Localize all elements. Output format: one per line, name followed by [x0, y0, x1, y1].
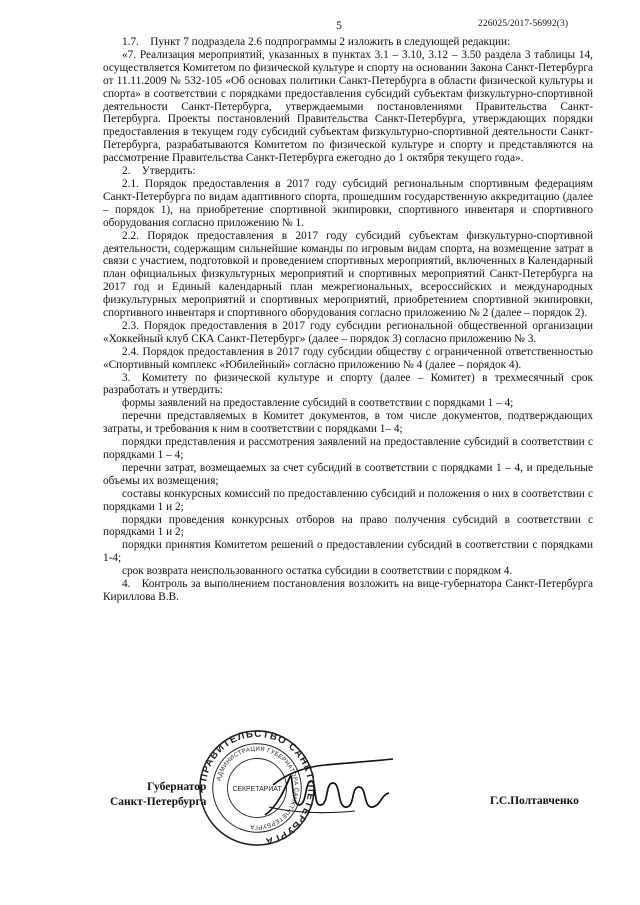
- paragraph-3: 3. Комитету по физической культуре и спорту (далее – Комитет) в трехмесячный срок разработать и утвердить:: [103, 371, 593, 397]
- list-item-forms: формы заявлений на предоставление субсидий в соответствии с порядками 1 – 4;: [122, 397, 514, 410]
- handwritten-signature: [255, 745, 400, 830]
- paragraph-item-7: «7. Реализация мероприятий, указанных в пунктах 3.1 – 3.10, 3.12 – 3.50 раздела 3 таблицы 14, осуществляется Комитетом по физической культуре и спорту на основании Закона Санкт-Петербурга от 11.11.2009 № 532-105 «Об основах политики Санкт-Петербурга в области физической культуры и спорта» в соответствии с порядками предоставления субсидий субъектам физкультурно-спортивной деятельности Санкт-Петербурга, утверждаемыми постановлениями Правительства Санкт-Петербурга. Проекты постановлений Правительства Санкт-Петербурга, утверждающих порядки предоставления в текущем году субсидий субъектам физкультурно-спортивной деятельности Санкт-Петербурга, разрабатываются Комитетом по физической культуре и спорту и представляются на рассмотрение Правительства Санкт-Петербурга ежегодно до 1 октября текущего года».: [103, 48, 593, 165]
- signatory-title-line2: Санкт-Петербурга: [110, 795, 207, 808]
- signatory-title: [110, 780, 206, 809]
- paragraph-2-2: 2.2. Порядок предоставления в 2017 году субсидий субъектам физкультурно-спортивной деятельности, содержащим сильнейшие команды по игровым видам спорта, на возмещение затрат в связи с участием, подготовкой и проведением спортивных мероприятий, включенных в Календарный план официальных физкультурных мероприятий и спортивных мероприятий Санкт-Петербурга на 2017 год и Единый календарный план межрегиональных, всероссийских и международных физкультурных мероприятий и спортивных мероприятий, приобретением спортивной экипировки, спортивного инвентаря и спортивного оборудования согласно приложению № 2 (далее – порядок 2).: [103, 229, 593, 320]
- seal-inner-text: АДМИНИСТРАЦИЯ ГУБЕРНАТОРА САНКТ-ПЕТЕРБУРГА: [215, 745, 300, 831]
- paragraph-2-1: 2.1. Порядок предоставления в 2017 году субсидий региональным спортивным федерациям Санкт-Петербурга по видам адаптивного спорта, прошедшим государственную аккредитацию (далее – порядок 1), на приобретение спортивной экипировки, спортивного инвентаря и спортивного оборудования согласно приложению № 1.: [103, 177, 593, 229]
- list-item-submission: порядки представления и рассмотрения заявлений на предоставление субсидий в соответствии с порядками 1 – 4;: [103, 436, 593, 461]
- paragraph-4: 4. Контроль за выполнением постановления возложить на вице-губернатора Санкт-Петербурга Кириллова В.В.: [103, 578, 593, 603]
- seal-center-text: СЕКРЕТАРИАТ: [232, 785, 282, 793]
- paragraph-2-3: 2.3. Порядок предоставления в 2017 году субсидии региональной общественной организации «Хоккейный клуб СКА Санкт-Петербург» (далее – порядок 3) согласно приложению № 3.: [103, 319, 593, 345]
- list-item-decisions: порядки принятия Комитетом решений о предоставлении субсидий в соответствии с порядками 1-4;: [103, 539, 593, 565]
- list-item-commissions: составы конкурсных комиссий по предоставлению субсидий и положения о них в соответствии с порядками 1 и 2;: [103, 487, 593, 513]
- signatory-title-line1: Губернатор: [147, 781, 207, 793]
- list-item-refund: срок возврата неиспользованного остатка субсидии в соответствии с порядком 4.: [122, 565, 513, 578]
- paragraph-2: 2. Утвердить:: [122, 165, 196, 178]
- seal-outer-text: ПРАВИТЕЛЬСТВО САНКТ-ПЕТЕРБУРГА: [198, 729, 316, 847]
- paragraph-2-4: 2.4. Порядок предоставления в 2017 году субсидии обществу с ограниченной ответственностью «Спортивный комплекс «Юбилейный» согласно приложению № 4 (далее – порядок 4).: [103, 345, 593, 371]
- list-item-competitions: порядки проведения конкурсных отборов на право получения субсидий в соответствии с порядками 1 и 2;: [103, 513, 593, 539]
- list-item-documents: перечни представляемых в Комитет документов, в том числе документов, подтверждающих затраты, и требования к ним в соответствии с порядками 1– 4;: [103, 410, 593, 436]
- page-number: 5: [336, 18, 342, 32]
- document-body: [103, 36, 593, 604]
- list-item-costs: перечни затрат, возмещаемых за счет субсидий в соответствии с порядками 1 – 4, и предельные объемы их возмещения;: [103, 461, 593, 487]
- signatory-name: Г.С.Полтавченко: [490, 795, 579, 807]
- paragraph-1-7: 1.7. Пункт 7 подраздела 2.6 подпрограммы 2 изложить в следующей редакции:: [122, 36, 511, 48]
- document-id: 226025/2017-56992(3): [478, 19, 569, 29]
